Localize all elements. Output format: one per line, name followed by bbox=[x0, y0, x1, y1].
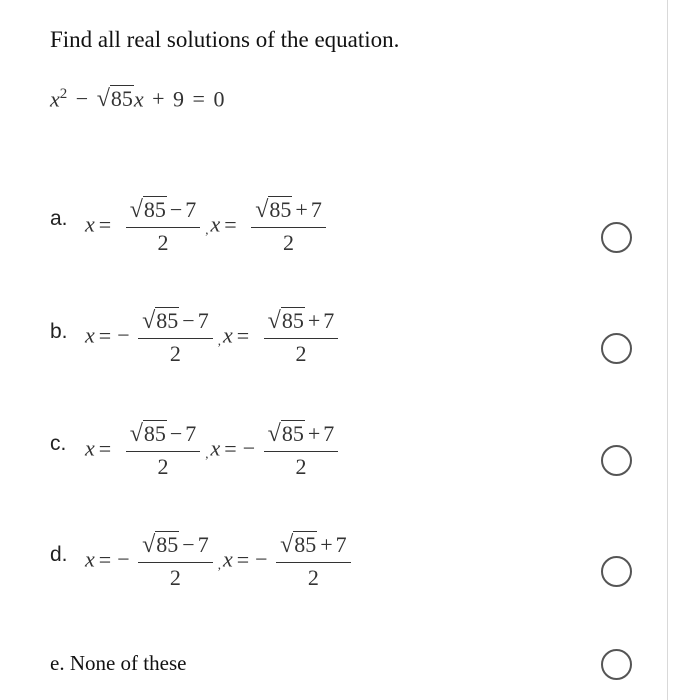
option-b-eq2: = bbox=[236, 322, 250, 348]
option-d-expression bbox=[85, 530, 354, 593]
option-b-num1-const: 7 bbox=[197, 308, 209, 333]
sqrt-symbol: √ bbox=[267, 308, 281, 334]
sqrt-symbol: √ bbox=[255, 197, 269, 223]
option-c-letter: c. bbox=[50, 432, 67, 455]
option-b-sign1: − bbox=[117, 322, 130, 348]
option-a-num2-radicand: 85 bbox=[269, 197, 292, 222]
option-c-den2: 2 bbox=[295, 454, 307, 479]
option-b-den1: 2 bbox=[169, 341, 181, 366]
option-b-fraction-2 bbox=[264, 306, 339, 369]
sqrt-symbol: √ bbox=[129, 197, 143, 223]
option-c-separator: , bbox=[205, 445, 209, 461]
option-d-separator: , bbox=[217, 556, 221, 572]
equation-radicand: 85 bbox=[110, 86, 133, 112]
option-d-den1: 2 bbox=[169, 565, 181, 590]
option-a-var1: x bbox=[85, 211, 95, 237]
option-c-fraction-2 bbox=[264, 419, 339, 482]
option-d-num2-op: + bbox=[320, 532, 333, 557]
question-equation bbox=[50, 86, 224, 113]
sqrt-symbol: √ bbox=[142, 308, 156, 334]
question-prompt: Find all real solutions of the equation. bbox=[50, 27, 400, 52]
sqrt-symbol: √ bbox=[267, 421, 281, 447]
option-a-letter: a. bbox=[50, 207, 68, 230]
option-c-eq2: = bbox=[224, 435, 237, 461]
option-a-fraction-1 bbox=[126, 195, 201, 258]
option-c-expression bbox=[85, 419, 341, 482]
option-d-eq2: = bbox=[236, 546, 250, 572]
option-a-eq2: = bbox=[224, 211, 237, 237]
option-a-var2: x bbox=[210, 211, 221, 237]
option-d-sign1: − bbox=[117, 546, 130, 572]
option-c-num2-op: + bbox=[307, 421, 321, 446]
option-a-eq1: = bbox=[98, 211, 112, 237]
option-d-num2-const: 7 bbox=[335, 532, 347, 557]
option-c-var1: x bbox=[85, 435, 95, 461]
option-d-sign2: − bbox=[255, 546, 268, 572]
option-b-var2: x bbox=[222, 322, 233, 348]
option-d-num1-radicand: 85 bbox=[156, 532, 179, 557]
option-a-radio[interactable] bbox=[601, 222, 632, 253]
sqrt-symbol: √ bbox=[280, 532, 294, 558]
option-b-var1: x bbox=[85, 322, 95, 348]
option-b-num1-op: − bbox=[182, 308, 195, 333]
option-d-num1-op: − bbox=[182, 532, 195, 557]
option-c-fraction-1 bbox=[126, 419, 201, 482]
option-b-eq1: = bbox=[98, 322, 112, 348]
option-a-den2: 2 bbox=[283, 230, 295, 255]
equation-rhs: 0 bbox=[213, 86, 225, 112]
equation-minus: − bbox=[75, 86, 89, 112]
sqrt-symbol: √ bbox=[142, 532, 156, 558]
option-d-eq1: = bbox=[98, 546, 112, 572]
sqrt-symbol: √ bbox=[129, 421, 143, 447]
option-a-fraction-2 bbox=[251, 195, 326, 258]
sqrt-symbol: √ bbox=[96, 86, 110, 113]
option-d-var1: x bbox=[85, 546, 95, 572]
option-b-expression bbox=[85, 306, 341, 369]
option-c-radio[interactable] bbox=[601, 445, 632, 476]
option-d-radio[interactable] bbox=[601, 556, 632, 587]
option-c-var2: x bbox=[210, 435, 221, 461]
option-c-num1-radicand: 85 bbox=[143, 421, 166, 446]
option-c-num2-radicand: 85 bbox=[281, 421, 304, 446]
option-e-radio[interactable] bbox=[601, 649, 632, 680]
option-b-fraction-1 bbox=[138, 306, 213, 369]
option-b-num1-radicand: 85 bbox=[156, 308, 179, 333]
option-a-num1-radicand: 85 bbox=[143, 197, 166, 222]
equation-equals: = bbox=[192, 86, 205, 112]
equation-plus: + bbox=[152, 86, 165, 112]
option-a-den1: 2 bbox=[157, 230, 169, 255]
option-b-den2: 2 bbox=[295, 341, 307, 366]
option-a-num2-op: + bbox=[295, 197, 308, 222]
option-d-fraction-1 bbox=[138, 530, 213, 593]
option-e-label: e. None of these bbox=[50, 651, 187, 675]
equation-sqrt bbox=[97, 86, 134, 113]
option-a-num1-op: − bbox=[169, 197, 183, 222]
option-c-num1-op: − bbox=[169, 421, 183, 446]
option-a-expression bbox=[85, 195, 329, 258]
option-b-num2-const: 7 bbox=[323, 308, 335, 333]
option-c-den1: 2 bbox=[157, 454, 169, 479]
option-c-sign2: − bbox=[242, 435, 256, 461]
option-d-num2-radicand: 85 bbox=[294, 532, 317, 557]
equation-variable: x bbox=[50, 86, 60, 112]
equation-constant: 9 bbox=[173, 86, 185, 112]
option-d-den2: 2 bbox=[307, 565, 319, 590]
option-d-fraction-2 bbox=[276, 530, 351, 593]
option-a-num1-const: 7 bbox=[185, 197, 197, 222]
option-a-num2-const: 7 bbox=[310, 197, 322, 222]
option-c-num1-const: 7 bbox=[185, 421, 197, 446]
option-d-num1-const: 7 bbox=[197, 532, 209, 557]
option-b-separator: , bbox=[217, 332, 221, 348]
option-b-radio[interactable] bbox=[601, 333, 632, 364]
option-d-letter: d. bbox=[50, 543, 68, 566]
option-c-eq1: = bbox=[98, 435, 112, 461]
option-c-num2-const: 7 bbox=[323, 421, 335, 446]
option-d-var2: x bbox=[222, 546, 233, 572]
option-b-num2-radicand: 85 bbox=[281, 308, 304, 333]
equation-exponent: 2 bbox=[59, 86, 68, 102]
option-b-letter: b. bbox=[50, 320, 68, 343]
option-b-num2-op: + bbox=[307, 308, 321, 333]
option-a-separator: , bbox=[205, 221, 209, 237]
equation-variable-2: x bbox=[133, 86, 144, 112]
